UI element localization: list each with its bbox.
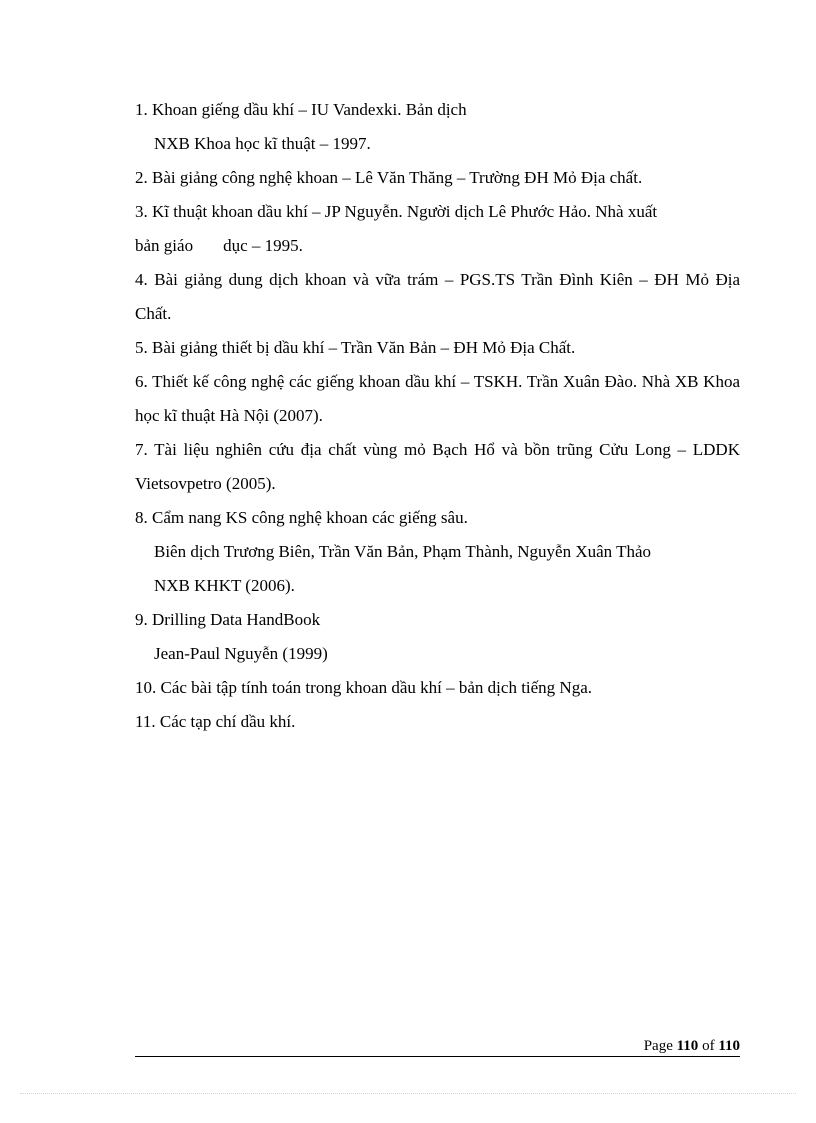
reference-text: 11. Các tạp chí dầu khí. — [135, 712, 296, 731]
reference-item — [135, 365, 740, 433]
reference-text: 6. Thiết kế công nghệ các giếng khoan dầu khí – TSKH. Trần Xuân Đào. Nhà XB Khoa học kĩ thuật Hà Nội (2007). — [135, 372, 740, 425]
reference-item — [135, 501, 740, 603]
reference-publisher: NXB Khoa học kĩ thuật – 1997. — [154, 134, 371, 153]
reference-text: 3. Kĩ thuật khoan dầu khí – JP Nguyễn. Người dịch Lê Phước Hảo. Nhà xuất — [135, 202, 658, 221]
reference-item — [135, 93, 740, 161]
reference-text: 2. Bài giảng công nghệ khoan – Lê Văn Thăng – Trường ĐH Mỏ Địa chất. — [135, 168, 643, 187]
reference-item — [135, 705, 740, 739]
page-footer — [135, 1036, 740, 1057]
reference-text-fragment: dục – 1995. — [223, 236, 303, 255]
reference-item — [135, 195, 740, 263]
reference-text-fragment: bản giáo — [135, 236, 194, 255]
reference-text: 7. Tài liệu nghiên cứu địa chất vùng mỏ Bạch Hổ và bồn trũng Cửu Long – LDDK Vietsovpetro (2005). — [135, 440, 740, 493]
reference-text: 4. Bài giảng dung dịch khoan và vữa trám – PGS.TS Trần Đình Kiên – ĐH Mỏ Địa Chất. — [135, 270, 740, 323]
reference-text: 5. Bài giảng thiết bị dầu khí – Trần Văn Bản – ĐH Mỏ Địa Chất. — [135, 338, 576, 357]
reference-text: 1. Khoan giếng dầu khí – IU Vandexki. Bản dịch — [135, 100, 467, 119]
reference-text: 10. Các bài tập tính toán trong khoan dầu khí – bản dịch tiếng Nga. — [135, 678, 593, 697]
reference-item — [135, 331, 740, 365]
reference-list — [135, 93, 740, 739]
reference-publisher: NXB KHKT (2006). — [154, 576, 295, 595]
reference-text-continuation — [135, 229, 740, 263]
reference-item — [135, 603, 740, 671]
reference-item — [135, 671, 740, 705]
reference-translators: Biên dịch Trương Biên, Trần Văn Bản, Phạm Thành, Nguyễn Xuân Thảo — [154, 542, 652, 561]
reference-item — [135, 433, 740, 501]
reference-item — [135, 161, 740, 195]
reference-item — [135, 263, 740, 331]
current-page-number: 110 — [676, 1038, 699, 1054]
page-label: Page — [643, 1038, 673, 1054]
total-page-number: 110 — [718, 1038, 740, 1054]
of-label: of — [702, 1038, 715, 1054]
reference-text: 8. Cẩm nang KS công nghệ khoan các giếng sâu. — [135, 508, 468, 527]
reference-author: Jean-Paul Nguyễn (1999) — [154, 644, 328, 663]
reference-text: 9. Drilling Data HandBook — [135, 610, 321, 629]
page-bottom-divider — [20, 1093, 796, 1094]
